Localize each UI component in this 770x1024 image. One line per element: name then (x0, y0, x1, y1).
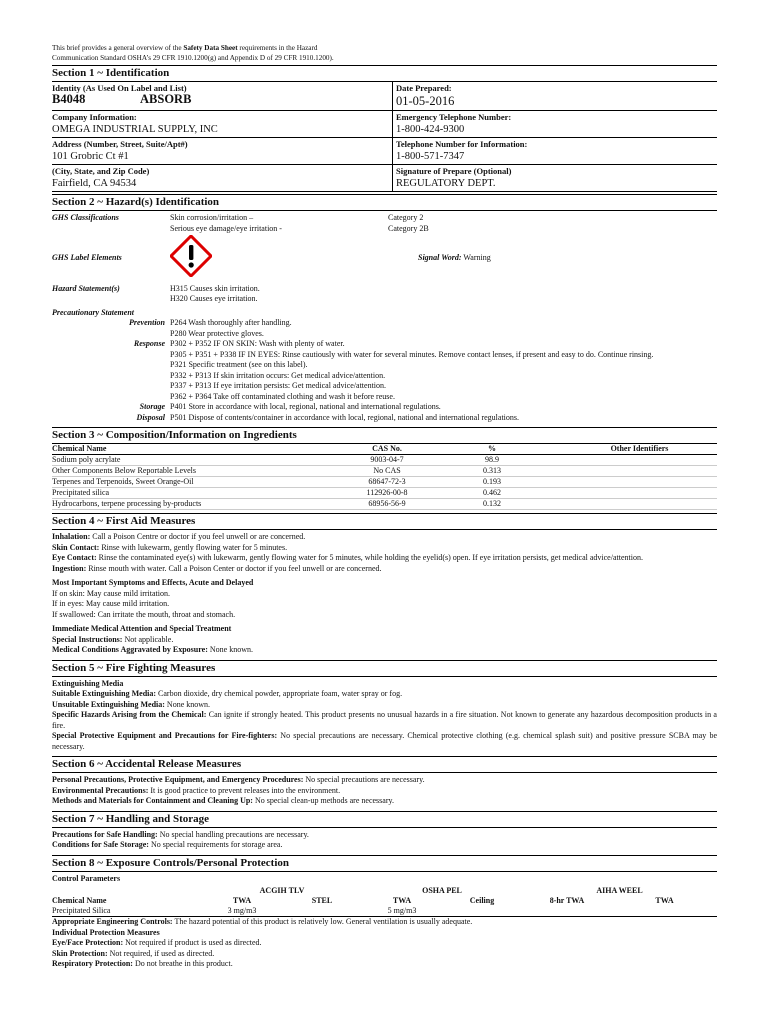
signature-cell (392, 165, 717, 192)
section-7-title: Section 7 ~ Handling and Storage (52, 811, 717, 828)
class-1: Skin corrosion/irritation – (170, 213, 254, 222)
exposure-chemical: Precipitated Silica (52, 906, 111, 915)
table-row (52, 466, 717, 477)
classification-categories (388, 213, 717, 234)
ingestion-label: Ingestion: (52, 563, 87, 573)
percent: 98.9 (422, 455, 562, 466)
eye-contact-label: Eye Contact: (52, 553, 97, 562)
methods-label: Methods and Materials for Containment and Cleaning Up: (52, 796, 253, 805)
symptom-swallowed: If swallowed: Can irritate the mouth, throat and stomach. (52, 609, 236, 619)
hazard-h320: H320 Causes eye irritation. (170, 294, 258, 303)
signature-value: REGULATORY DEPT. (396, 178, 496, 189)
eye-protection-text: Not required if product is used as directed. (123, 938, 262, 947)
p302: P302 + P352 IF ON SKIN: Wash with plenty of water. (170, 339, 345, 348)
acgih-twa-value: 3 mg/m3 (227, 906, 257, 915)
eye-contact-text: Rinse the contaminated eye(s) with lukewarm, gently flowing water for 5 minutes, while holding the eyelid(s) open. If eye irritation persists, get medical advice/attention. (96, 553, 643, 562)
symptoms-heading: Most Important Symptoms and Effects, Acute and Delayed (52, 578, 254, 587)
engineering-controls-text: The hazard potential of this product is relatively low. General ventilation is usually adequate. (172, 917, 473, 926)
col-percent: % (422, 444, 562, 455)
suitable-media-label: Suitable Extinguishing Media: (52, 689, 157, 698)
extinguishing-media-heading: Extinguishing Media (52, 678, 124, 688)
company-label: Company Information: (52, 112, 137, 122)
p280: P280 Wear protective gloves. (170, 328, 264, 338)
section-4-title: Section 4 ~ First Aid Measures (52, 513, 717, 530)
eye-protection-label: Eye/Face Protection: (52, 938, 124, 947)
aggravated-label: Medical Conditions Aggravated by Exposure: (52, 645, 208, 654)
specific-hazards-text: Can ignite if strongly heated. This product presents no unusual hazards in a fire situation. Not known to generate any hazardous decomposition products in a fire. (52, 710, 717, 730)
sds-document (52, 44, 717, 970)
p264: P264 Wash thoroughly after handling. (170, 318, 292, 327)
section-8-title: Section 8 ~ Exposure Controls/Personal Protection (52, 855, 717, 872)
p332: P332 + P313 If skin irritation occurs: Get medical advice/attention. (170, 370, 386, 380)
respiratory-protection-text: Do not breathe in this product. (132, 959, 233, 968)
city-label: (City, State, and Zip Code) (52, 166, 150, 176)
ingredient-name: Sodium poly acrylate (52, 455, 352, 466)
percent: 0.193 (422, 477, 562, 488)
firefighter-protection-text: No special precautions are necessary. Chemical protective clothing (e.g. chemical splash suit) and positive pressure SCBA may be necessary. (52, 731, 717, 751)
product-code: B4048 (52, 92, 86, 106)
safe-storage-text: No special requirements for storage area. (148, 840, 283, 849)
section-2-title: Section 2 ~ Hazard(s) Identification (52, 194, 717, 211)
hazard-h315: H315 Causes skin irritation. (170, 283, 260, 293)
col-cas: CAS No. (352, 444, 422, 455)
skin-protection-text: Not required, if used as directed. (107, 948, 215, 958)
hazard-statements (170, 284, 717, 305)
prevention-statements (170, 318, 717, 339)
emergency-value: 1-800-424-9300 (396, 124, 465, 135)
osha-twa-header: TWA (392, 896, 412, 905)
precautionary-label: Precautionary Statement (52, 307, 134, 317)
p321: P321 Specific treatment (see on this label). (170, 360, 308, 369)
intro-post: requirements in the Hazard (237, 44, 318, 52)
class-2-category: Category 2B (388, 223, 429, 233)
acgih-tlv-header: ACGIH TLV (259, 886, 305, 895)
info-phone-value: 1-800-571-7347 (396, 151, 465, 162)
special-instructions-text: Not applicable. (122, 634, 174, 644)
table-row (52, 499, 717, 510)
control-parameters-heading: Control Parameters (52, 873, 121, 883)
skin-contact-label: Skin Contact: (52, 542, 100, 552)
firefighter-protection-label: Special Protective Equipment and Precautions for Fire-fighters: (52, 731, 278, 740)
response-statements (170, 339, 717, 402)
response-label: Response (133, 339, 165, 348)
info-phone-label: Telephone Number for Information: (396, 139, 528, 149)
percent: 0.313 (422, 466, 562, 477)
inhalation-text: Call a Poison Centre or doctor if you feel unwell or are concerned. (90, 532, 306, 541)
ingestion-text: Rinse mouth with water. Call a Poison Center or doctor if you feel unwell or are concerned. (86, 563, 382, 573)
section-6-title: Section 6 ~ Accidental Release Measures (52, 756, 717, 773)
cas-number: 112926-00-8 (352, 488, 422, 499)
acgih-stel-header: STEL (311, 896, 333, 905)
specific-hazards-label: Specific Hazards Arising from the Chemical: (52, 710, 207, 719)
osha-twa-value: 5 mg/m3 (387, 906, 417, 915)
composition-table (52, 444, 717, 510)
safe-handling-label: Precautions for Safe Handling: (52, 829, 158, 839)
aiha-weel-header: AIHA WEEL (596, 886, 643, 895)
table-row (52, 477, 717, 488)
exposure-chemical-header: Chemical Name (52, 896, 107, 905)
identification-grid (52, 82, 717, 192)
p305: P305 + P351 + P338 IF IN EYES: Rinse cautiously with water for several minutes. Remove contact lenses, if present and easy to do. Continue rinsing. (170, 349, 654, 359)
environmental-text: It is good practice to prevent releases into the environment. (148, 785, 341, 795)
personal-precautions-label: Personal Precautions, Protective Equipment, and Emergency Procedures: (52, 775, 304, 784)
osha-pel-header: OSHA PEL (422, 886, 462, 895)
signature-label: Signature of Prepare (Optional) (396, 166, 512, 176)
classification-names (170, 213, 388, 234)
symptom-eyes: If in eyes: May cause mild irritation. (52, 599, 170, 608)
date-label: Date Prepared: (396, 83, 452, 93)
col-other-identifiers: Other Identifiers (562, 444, 717, 455)
section-5-title: Section 5 ~ Fire Fighting Measures (52, 660, 717, 677)
disposal-label: Disposal (136, 412, 165, 422)
product-name: ABSORB (140, 92, 192, 106)
p337: P337 + P313 If eye irritation persists: Get medical advice/attention. (170, 381, 387, 390)
skin-protection-label: Skin Protection: (52, 948, 108, 958)
symptom-skin: If on skin: May cause mild irritation. (52, 588, 170, 598)
intro-line2: Communication Standard OSHA’s 29 CFR 1910.1200(g) and Appendix D of 29 CFR 1910.1200). (52, 53, 334, 62)
acgih-twa-header: TWA (232, 896, 252, 905)
skin-contact-text: Rinse with lukewarm, gently flowing water for 5 minutes. (99, 542, 288, 552)
class-1-category: Category 2 (388, 213, 424, 222)
fire-fighting-block (52, 679, 717, 753)
immediate-attention-heading: Immediate Medical Attention and Special Treatment (52, 624, 232, 633)
respiratory-protection-label: Respiratory Protection: (52, 959, 133, 968)
info-phone-cell (392, 138, 717, 165)
protection-block (52, 916, 717, 970)
emergency-label: Emergency Telephone Number: (396, 112, 512, 122)
table-row (52, 488, 717, 499)
cas-number: 9003-04-7 (352, 455, 422, 466)
address-label: Address (Number, Street, Suite/Apt#) (52, 139, 188, 149)
address-value: 101 Grobric Ct #1 (52, 151, 129, 162)
engineering-controls-label: Appropriate Engineering Controls: (52, 917, 173, 926)
cas-number: 68956-56-9 (352, 499, 422, 510)
city-value: Fairfield, CA 94534 (52, 178, 137, 189)
individual-protection-heading: Individual Protection Measures (52, 927, 160, 937)
section-3-title: Section 3 ~ Composition/Information on Ingredients (52, 427, 717, 444)
ghs-label-elements: GHS Label Elements (52, 252, 122, 262)
section-1-title: Section 1 ~ Identification (52, 65, 717, 82)
unsuitable-media-text: None known. (164, 699, 211, 709)
storage-label: Storage (139, 402, 165, 411)
date-value: 01-05-2016 (396, 94, 455, 108)
p362: P362 + P364 Take off contaminated clothing and wash it before reuse. (170, 391, 395, 401)
unsuitable-media-label: Unsuitable Extinguishing Media: (52, 699, 165, 709)
class-2: Serious eye damage/eye irritation - (170, 223, 282, 233)
city-cell (52, 165, 392, 192)
identity-label: Identity (As Used On Label and List) (52, 83, 187, 93)
ingredient-name: Hydrocarbons, terpene processing by-products (52, 499, 352, 510)
address-cell (52, 138, 392, 165)
safe-storage-label: Conditions for Safe Storage: (52, 840, 149, 849)
intro-pre: This brief provides a general overview of the (52, 44, 184, 52)
hazard-statements-label: Hazard Statement(s) (52, 283, 120, 293)
date-cell (392, 82, 717, 111)
p501: P501 Dispose of contents/container in accordance with local, regional, national and international regulations. (170, 412, 520, 422)
handling-block (52, 830, 717, 851)
ghs-class-label: GHS Classifications (52, 213, 119, 222)
percent: 0.132 (422, 499, 562, 510)
cas-number: 68647-72-3 (352, 477, 422, 488)
cas-number: No CAS (352, 466, 422, 477)
suitable-media-text: Carbon dioxide, dry chemical powder, appropriate foam, water spray or fog. (156, 689, 403, 698)
methods-text: No special clean-up methods are necessary. (252, 796, 394, 805)
ingredient-name: Other Components Below Reportable Levels (52, 466, 352, 477)
environmental-label: Environmental Precautions: (52, 785, 149, 795)
pictogram-cell (170, 235, 388, 281)
aiha-8hr-twa-header: 8-hr TWA (549, 896, 585, 905)
identity-cell (52, 82, 392, 111)
exclamation-mark-pictogram-icon (170, 235, 212, 277)
prevention-label: Prevention (129, 318, 165, 327)
release-block (52, 775, 717, 807)
table-row (52, 906, 717, 916)
percent: 0.462 (422, 488, 562, 499)
special-instructions-label: Special Instructions: (52, 634, 123, 644)
safe-handling-text: No special handling precautions are necessary. (157, 829, 309, 839)
signal-word-value: Warning (463, 252, 491, 262)
aggravated-text: None known. (207, 645, 253, 654)
company-cell (52, 111, 392, 138)
company-value: OMEGA INDUSTRIAL SUPPLY, INC (52, 124, 218, 135)
inhalation-label: Inhalation: (52, 532, 91, 541)
personal-precautions-text: No special precautions are necessary. (303, 775, 425, 784)
intro-bold: Safety Data Sheet (183, 44, 238, 52)
exposure-table (52, 886, 717, 916)
aiha-twa-header: TWA (655, 896, 674, 905)
table-row (52, 455, 717, 466)
emergency-cell (392, 111, 717, 138)
p401: P401 Store in accordance with local, regional, national and international regulations. (170, 402, 441, 411)
ingredient-name: Terpenes and Terpenoids, Sweet Orange-Oil (52, 477, 352, 488)
first-aid-block (52, 532, 717, 656)
col-chemical-name: Chemical Name (52, 444, 352, 455)
intro-text (52, 44, 717, 63)
signal-word-label: Signal Word: (418, 252, 462, 262)
osha-ceiling-header: Ceiling (469, 896, 495, 905)
ingredient-name: Precipitated silica (52, 488, 352, 499)
